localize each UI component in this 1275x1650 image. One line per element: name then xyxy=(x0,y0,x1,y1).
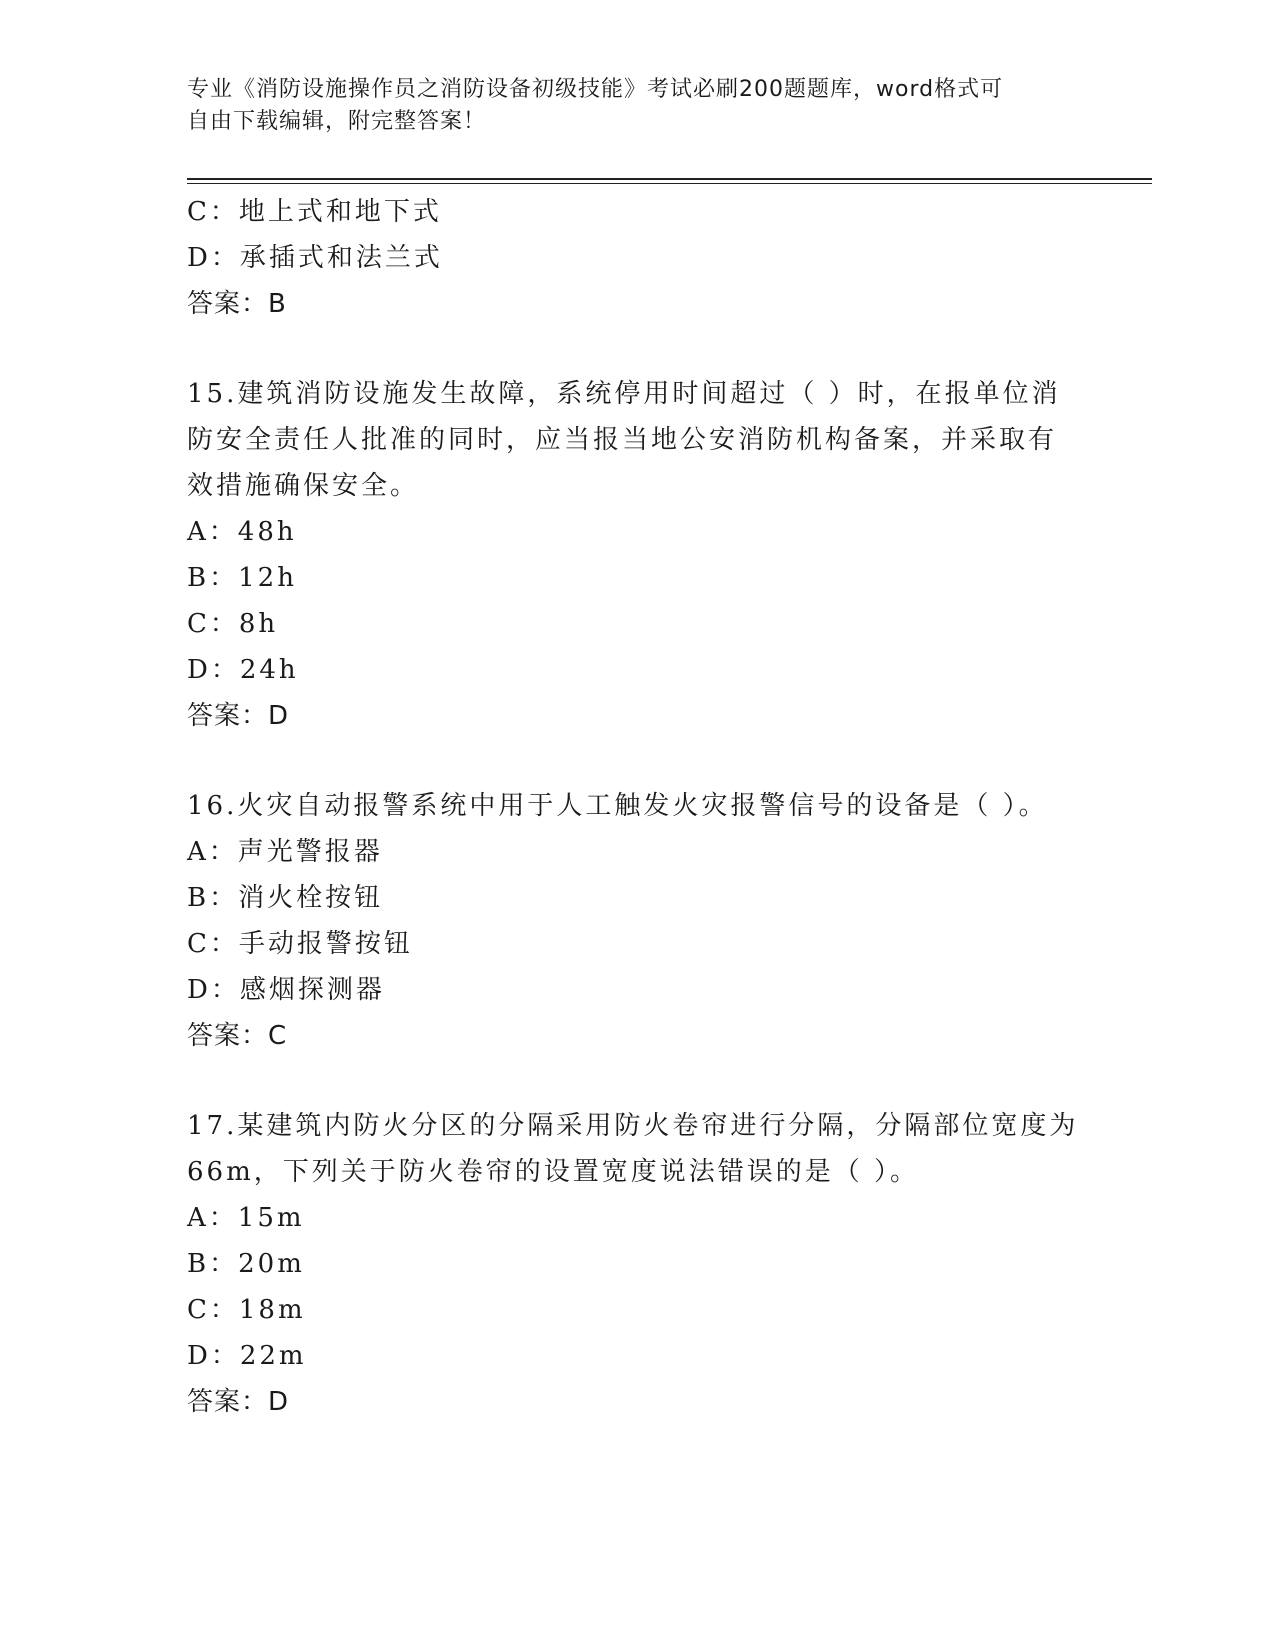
option-a: A：15m xyxy=(187,1203,305,1233)
header-divider-thin xyxy=(187,183,1152,184)
option-d: D：22m xyxy=(187,1341,307,1371)
spacer xyxy=(187,327,1087,371)
option-d: D：承插式和法兰式 xyxy=(187,243,443,273)
header-line-1: 专业《消防设施操作员之消防设备初级技能》考试必刷200题题库，word格式可 xyxy=(187,77,1004,102)
header-line-2: 自由下载编辑，附完整答案！ xyxy=(187,109,487,134)
question-stem-line: 16.火灾自动报警系统中用于人工触发火灾报警信号的设备是（ ）。 xyxy=(187,791,1048,821)
question-stem-line: 66m，下列关于防火卷帘的设置宽度说法错误的是（ ）。 xyxy=(187,1157,920,1187)
option-a: A：48h xyxy=(187,517,297,547)
spacer xyxy=(187,1059,1087,1103)
option-b: B：12h xyxy=(187,563,297,593)
header-divider xyxy=(187,178,1152,180)
question-content xyxy=(187,189,1087,1425)
question-stem-line: 效措施确保安全。 xyxy=(187,471,420,501)
option-d: D：感烟探测器 xyxy=(187,975,385,1005)
option-a: A：声光警报器 xyxy=(187,837,383,867)
page-header xyxy=(187,74,1067,138)
question-15 xyxy=(187,371,1087,739)
question-stem-line: 15.建筑消防设施发生故障，系统停用时间超过（ ）时，在报单位消 xyxy=(187,379,1061,409)
spacer xyxy=(187,739,1087,783)
option-c: C：8h xyxy=(187,609,279,639)
option-c: C：手动报警按钮 xyxy=(187,929,413,959)
question-stem-line: 防安全责任人批准的同时，应当报当地公安消防机构备案，并采取有 xyxy=(187,425,1058,455)
answer-line: 答案：D xyxy=(187,1387,290,1417)
answer-line: 答案：C xyxy=(187,1021,288,1051)
question-17 xyxy=(187,1103,1087,1425)
answer-line: 答案：D xyxy=(187,701,290,731)
option-c: C：18m xyxy=(187,1295,306,1325)
option-b: B：20m xyxy=(187,1249,305,1279)
option-d: D：24h xyxy=(187,655,299,685)
question-16 xyxy=(187,783,1087,1059)
option-c: C：地上式和地下式 xyxy=(187,197,442,227)
answer-line: 答案：B xyxy=(187,289,287,319)
prev-question-block xyxy=(187,189,1087,327)
option-b: B：消火栓按钮 xyxy=(187,883,384,913)
question-stem-line: 17.某建筑内防火分区的分隔采用防火卷帘进行分隔，分隔部位宽度为 xyxy=(187,1111,1079,1141)
